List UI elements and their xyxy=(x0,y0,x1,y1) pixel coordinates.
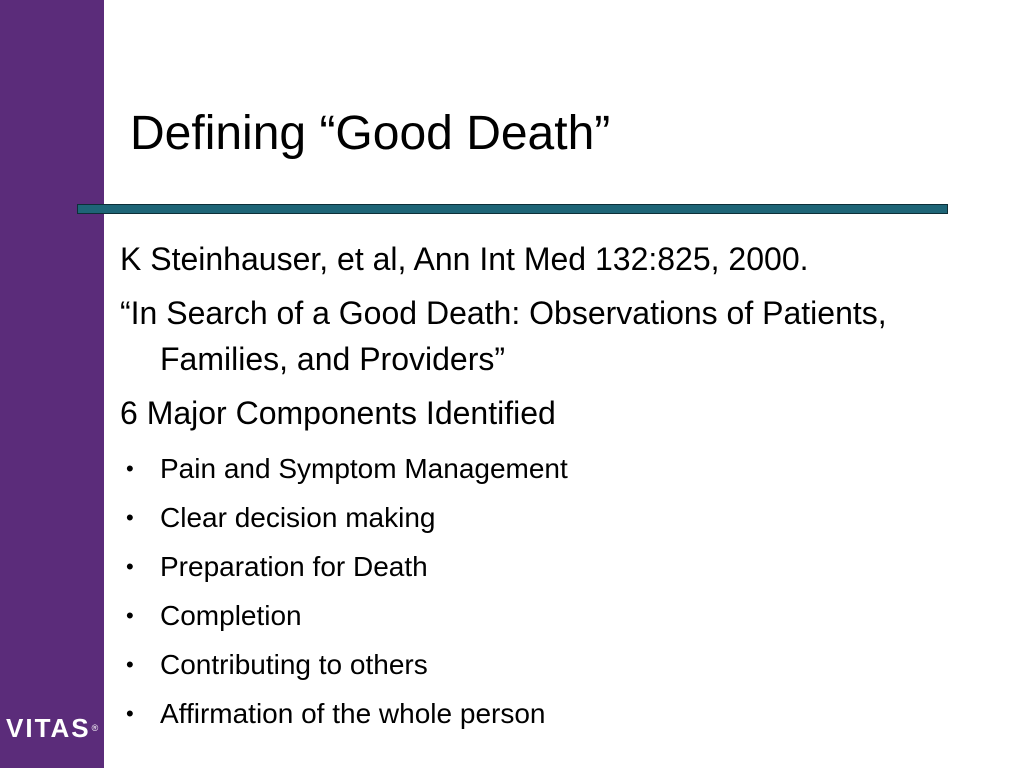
slide-title: Defining “Good Death” xyxy=(130,107,611,160)
citation-text: K Steinhauser, et al, Ann Int Med 132:825, 2000. xyxy=(120,241,809,277)
bullet-icon: • xyxy=(126,456,134,481)
list-item-label: Pain and Symptom Management xyxy=(160,453,568,484)
vitas-logo xyxy=(6,712,102,744)
list-item xyxy=(120,493,1000,542)
bullet-icon: • xyxy=(126,652,134,677)
list-item-label: Clear decision making xyxy=(160,502,436,533)
components-heading: 6 Major Components Identified xyxy=(120,395,556,431)
list-item-label: Preparation for Death xyxy=(160,551,428,582)
components-list xyxy=(120,444,1000,738)
slide-body xyxy=(120,236,1000,738)
list-item xyxy=(120,542,1000,591)
registered-mark: ® xyxy=(91,723,99,733)
article-title-text: “In Search of a Good Death: Observations of Patients, Families, and Providers” xyxy=(120,295,887,377)
logo-text: VITAS xyxy=(6,713,91,743)
list-item xyxy=(120,591,1000,640)
list-item xyxy=(120,444,1000,493)
list-item xyxy=(120,689,1000,738)
list-item-label: Contributing to others xyxy=(160,649,428,680)
list-item-label: Completion xyxy=(160,600,302,631)
list-item xyxy=(120,640,1000,689)
bullet-icon: • xyxy=(126,505,134,530)
bullet-icon: • xyxy=(126,701,134,726)
left-sidebar-band xyxy=(0,0,104,768)
bullet-icon: • xyxy=(126,603,134,628)
title-divider xyxy=(77,204,948,214)
list-item-label: Affirmation of the whole person xyxy=(160,698,546,729)
bullet-icon: • xyxy=(126,554,134,579)
